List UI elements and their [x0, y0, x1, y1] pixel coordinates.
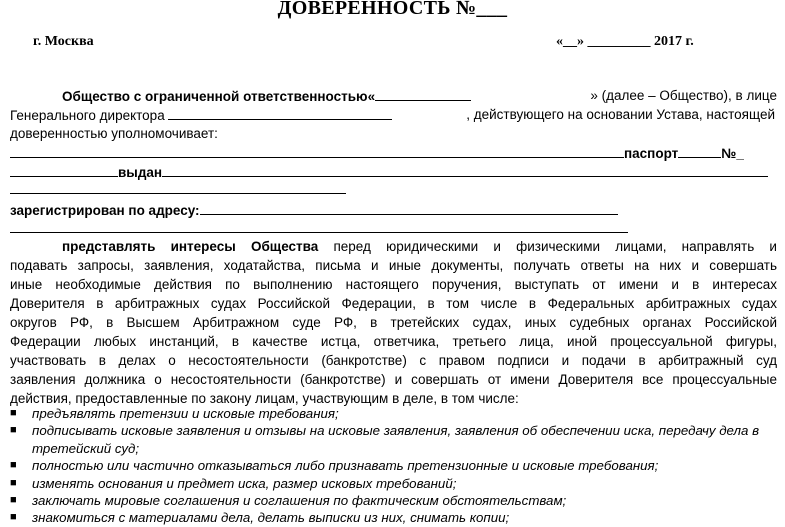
address-blank-2: [10, 218, 628, 233]
paragraph-line: подавать запросы, заявления, ходатайства, письма и иные документы, получать ответы на них и совершать: [10, 258, 777, 273]
document-title: ДОВЕРЕННОСТЬ №___: [277, 0, 508, 19]
list-item: ■ полностью или частично отказываться либо признавать претензионные и исковые требования;: [10, 458, 659, 474]
issued-label: выдан: [118, 165, 163, 180]
bullet-icon: ■: [10, 407, 17, 419]
attorney-name-blank: [10, 143, 624, 158]
paragraph-line: иные необходимые действия по выполнению настоящего поручения, выступать от имени и в интересах: [10, 277, 777, 292]
paragraph-line: Доверителя в арбитражных судах Российской Федерации, в том числе в Федеральных арбитражных судах: [10, 296, 777, 311]
list-item: ■ подписывать исковые заявления и отзывы на исковые заявления, заявления об обеспечении иска, передачу дела в третейский суд;: [10, 423, 760, 456]
list-item: ■ знакомиться с материалами дела, делать выписки из них, снимать копии;: [10, 510, 510, 526]
address-line: [10, 200, 775, 220]
director-label: Генерального директора: [10, 108, 165, 123]
paragraph-line: заявления должника о несостоятельности (банкротстве) и совершать от имени Доверителя все процессуальные: [10, 372, 777, 387]
address-label: зарегистрирован по адресу:: [10, 203, 200, 218]
list-item: ■ предъявлять претензии и исковые требования;: [10, 406, 339, 421]
bullet-icon: ■: [10, 424, 17, 437]
city: г. Москва: [33, 34, 94, 49]
passport-number-label: №_: [721, 146, 744, 161]
intro-line-1: [62, 86, 777, 106]
intro-line-3: доверенностью уполномочивает:: [10, 126, 218, 141]
paragraph-line: участвовать в делах о несостоятельности (банкротстве) с правом подписи и подачи в арбитражный суд: [10, 353, 777, 368]
issued-date-blank: [10, 179, 346, 194]
powers-paragraph: [10, 237, 777, 408]
address-line-2: [10, 218, 775, 238]
bullet-icon: ■: [10, 459, 17, 472]
date-line: «__» _________ 2017 г.: [556, 34, 694, 49]
powers-list: [10, 405, 780, 527]
company-type: Общество с ограниченной ответственностью«: [62, 89, 376, 104]
bullet-icon: ■: [10, 511, 17, 524]
director-name-blank: [168, 105, 392, 120]
paragraph-line: округов РФ, в Высшем Арбитражном суде РФ, в третейских судах, иных судебных органах Российской: [10, 315, 777, 330]
list-item: ■ изменять основания и предмет иска, размер исковых требований;: [10, 475, 457, 491]
bullet-icon: ■: [10, 494, 17, 507]
bullet-icon: ■: [10, 476, 17, 489]
issued-line-2: [10, 179, 775, 199]
passport-label: паспорт: [624, 146, 679, 161]
intro-line-1-end: » (далее – Общество), в лице: [590, 88, 777, 103]
passport-series-blank: [678, 143, 721, 158]
intro-line-2: [10, 105, 775, 125]
represent-interests: представлять интересы Общества: [62, 239, 319, 254]
passport-number-blank: [10, 162, 118, 177]
address-blank: [200, 200, 618, 215]
list-item: ■ заключать мировые соглашения и соглашения по фактическим обстоятельствам;: [10, 493, 567, 509]
issued-by-blank: [162, 162, 768, 177]
paragraph-line: представлять интересы Общества перед юридическими и физическими лицами, направлять и: [62, 239, 777, 254]
passport-line: [10, 143, 775, 163]
paragraph-line: действия, предоставленные по закону лицам, участвующим в деле, в том числе:: [10, 391, 519, 406]
paragraph-line: Федерации любых инстанций, в качестве истца, ответчика, третьего лица, иной процессуальной фигуры,: [10, 334, 777, 349]
intro-line-2-end: , действующего на основании Устава, настоящей: [466, 107, 775, 122]
company-name-blank: [375, 86, 471, 101]
